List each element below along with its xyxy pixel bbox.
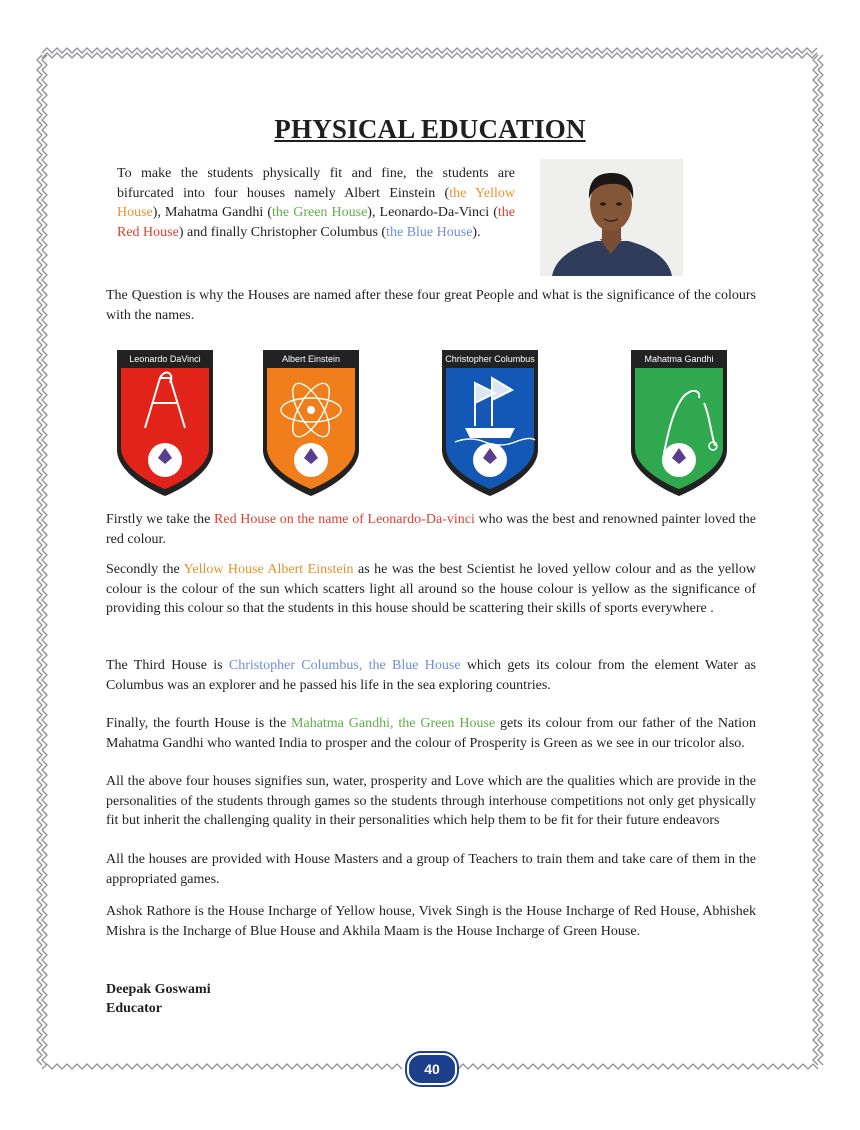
- incharges-paragraph: Ashok Rathore is the House Incharge of Yellow house, Vivek Singh is the House Incharge of Red House, Abhishek Mishra is the Incharge of Blue House and Akhila Maam is the House Incharge of Green House.: [106, 904, 756, 939]
- shield-christopher-columbus: [440, 348, 540, 498]
- author-role: Educator: [106, 1001, 162, 1016]
- intro-text: ), Mahatma Gandhi (: [152, 205, 272, 220]
- paragraph-text: Finally, the fourth House is the: [106, 716, 292, 731]
- paragraph-text: who was the best and renowned painter loved the red colour.: [106, 512, 756, 547]
- intro-text: ), Leonardo-Da-Vinci (: [367, 205, 498, 220]
- paragraph-text: which gets its colour from the element Water as Columbus was an explorer and he passed his life in the sea exploring countries.: [106, 658, 756, 693]
- intro-text: ).: [472, 224, 481, 240]
- red-house-text: Red House on the name of Leonardo-Da-vinci: [214, 512, 475, 527]
- intro-paragraph: [117, 164, 515, 242]
- intro-text: ) and finally Christopher Columbus (: [178, 224, 387, 240]
- red-house-text: the Red House: [117, 205, 515, 240]
- signature: [106, 980, 211, 1018]
- paragraph-text: Firstly we take the: [106, 512, 215, 527]
- blue-house-text: the Blue House: [386, 224, 473, 240]
- green-house-text: the Green House: [272, 205, 368, 220]
- fourth-paragraph: [106, 714, 756, 753]
- shield-mahatma-gandhi: [629, 348, 729, 498]
- green-house-text: Mahatma Gandhi, the Green House: [291, 716, 496, 731]
- paragraph-text: as he was the best Scientist he loved yellow colour and as the yellow colour is the colour of the sun which scatters light all around so the house colour is yellow as the significance of providing this colour so that the students in this house should be scattering their skills of sports everywhere .: [106, 562, 756, 616]
- shield-label: Christopher Columbus: [445, 354, 535, 364]
- firstly-paragraph: [106, 510, 756, 549]
- shield-leonardo-davinci: [115, 348, 215, 498]
- yellow-house-text: the Yellow House: [117, 185, 515, 220]
- shield-albert-einstein: [261, 348, 361, 498]
- paragraph-text: gets its colour from our father of the Nation Mahatma Gandhi who wanted India to prosper and the colour of Prosperity is Green as we see in our tricolor also.: [106, 716, 756, 751]
- author-name: Deepak Goswami: [106, 982, 211, 997]
- shield-label: Albert Einstein: [281, 354, 341, 364]
- house-masters-paragraph: All the houses are provided with House Masters and a group of Teachers to train them and take care of them in the appropriated games.: [106, 852, 756, 887]
- author-photo: [540, 159, 683, 276]
- page-number-badge: 40: [407, 1053, 457, 1085]
- paragraph-text: The Third House is: [106, 658, 229, 673]
- page-title: PHYSICAL EDUCATION: [274, 114, 586, 144]
- question-paragraph: The Question is why the Houses are named after these four great People and what is the significance of the colours with the names.: [106, 288, 756, 323]
- blue-house-text: Christopher Columbus, the Blue House: [228, 658, 461, 673]
- shield-label: Mahatma Gandhi: [644, 354, 714, 364]
- paragraph-text: Secondly the: [106, 562, 184, 577]
- intro-text: To make the students physically fit and fine, the students are bifurcated into four houses namely Albert Einstein (: [117, 166, 515, 201]
- four-houses-paragraph: All the above four houses signifies sun, water, prosperity and Love which are the qualities which are provide in the personalities of the students through games so the students through interhouse competitions not only get physically fit but inherit the challenging quality in their personalities which help them to be fit for their future endeavors: [106, 774, 756, 828]
- shield-label: Leonardo DaVinci: [129, 354, 201, 364]
- yellow-house-text: Yellow House Albert Einstein: [183, 562, 354, 577]
- third-paragraph: [106, 656, 756, 695]
- secondly-paragraph: [106, 560, 756, 619]
